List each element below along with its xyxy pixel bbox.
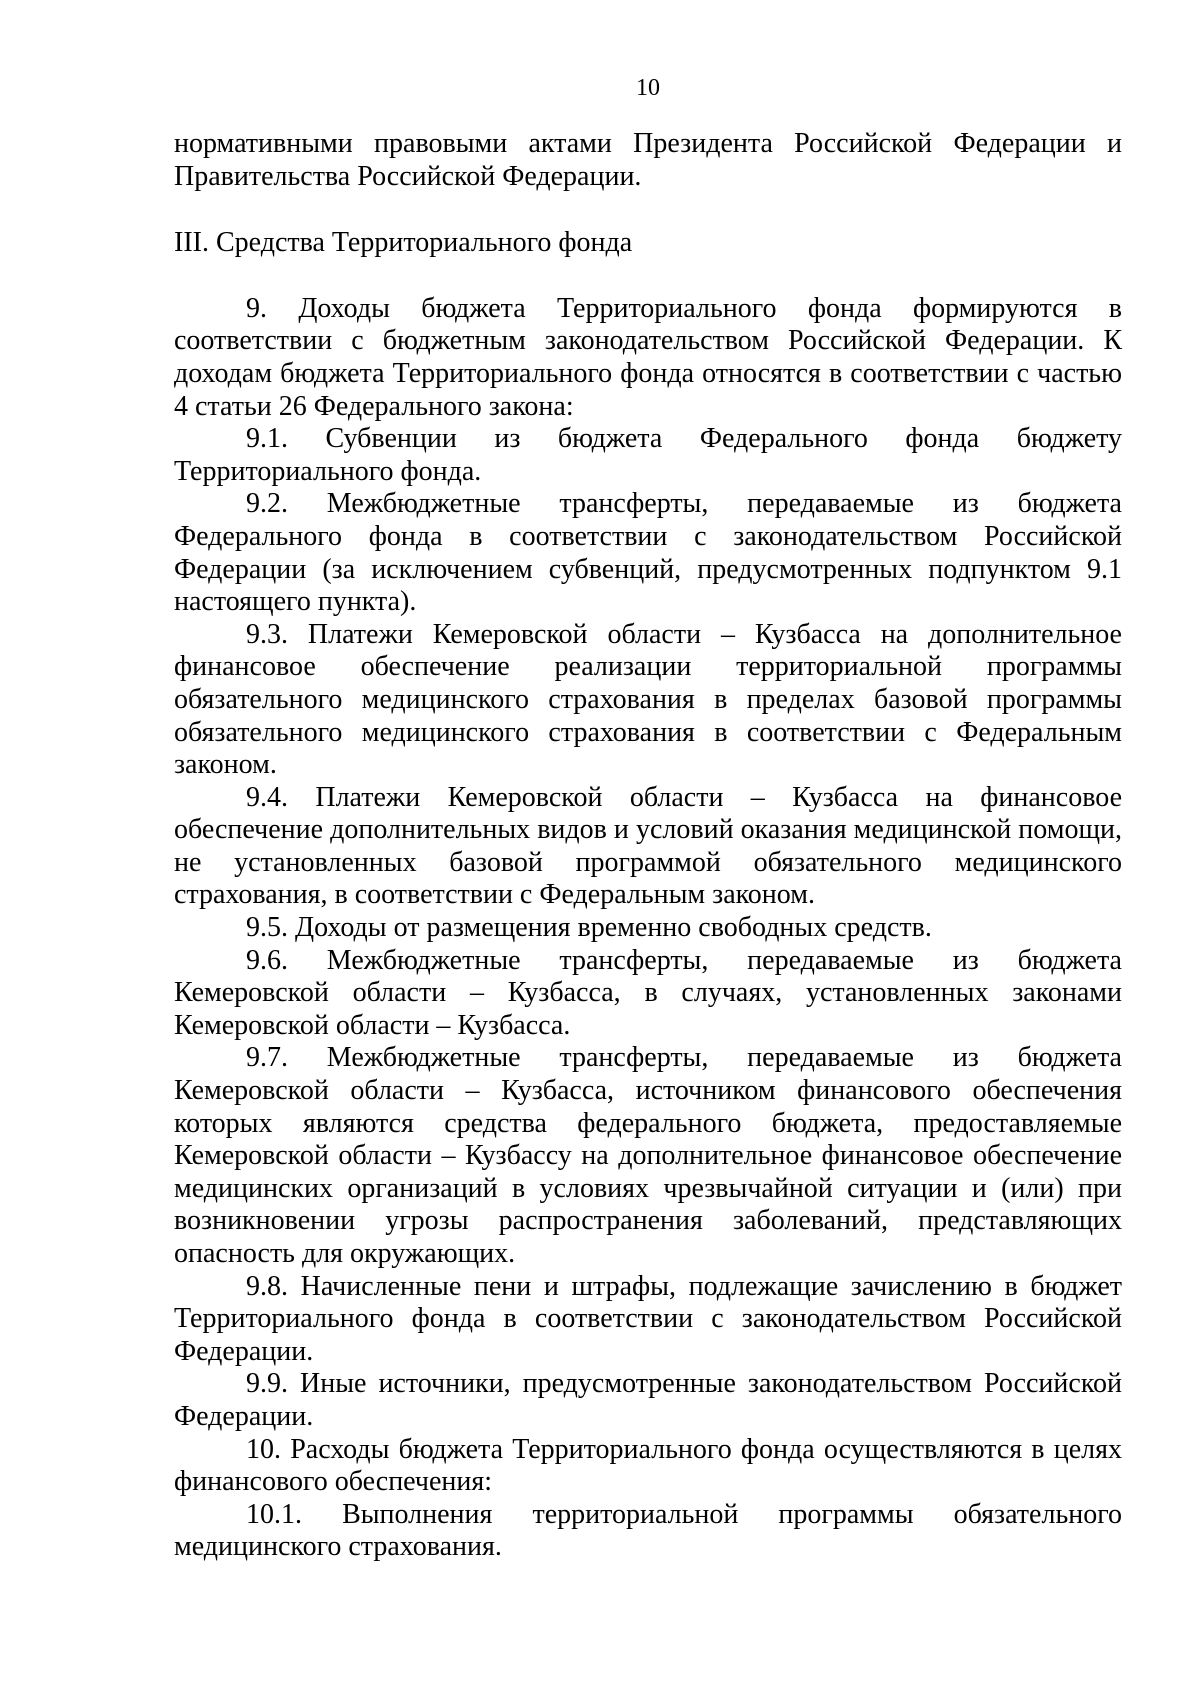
paragraph-9-9: 9.9. Иные источники, предусмотренные законодательством Российской Федерации. xyxy=(174,1368,1122,1432)
paragraph-9-2: 9.2. Межбюджетные трансферты, передаваемые из бюджета Федерального фонда в соответствии с законодательством Российской Федерации (за исключением субвенций, предусмотренных подпунктом 9.1 настоящего пункта). xyxy=(174,488,1122,618)
paragraph-9-4: 9.4. Платежи Кемеровской области – Кузбасса на финансовое обеспечение дополнительных видов и условий оказания медицинской помощи, не установленных базовой программой обязательного медицинского страхования, в соответствии с Федеральным законом. xyxy=(174,781,1122,911)
paragraph-9-8: 9.8. Начисленные пени и штрафы, подлежащие зачислению в бюджет Территориального фонда в соответствии с законодательством Российской Федерации. xyxy=(174,1270,1122,1367)
paragraph-9-7: 9.7. Межбюджетные трансферты, передаваемые из бюджета Кемеровской области – Кузбасса, источником финансового обеспечения которых являются средства федерального бюджета, предоставляемые Кемеровской области – Кузбассу на дополнительное финансовое обеспечение медицинских организаций в условиях чрезвычайной ситуации и (или) при возникновении угрозы распространения заболеваний, представляющих опасность для окружающих. xyxy=(174,1042,1122,1269)
paragraph-9-6: 9.6. Межбюджетные трансферты, передаваемые из бюджета Кемеровской области – Кузбасса, в случаях, установленных законами Кемеровской области – Кузбасса. xyxy=(174,944,1122,1041)
paragraph-10: 10. Расходы бюджета Территориального фонда осуществляются в целях финансового обеспечения: xyxy=(174,1433,1122,1498)
paragraph-10-1: 10.1. Выполнения территориальной программы обязательного медицинского страхования. xyxy=(174,1498,1122,1563)
intro-paragraph: нормативными правовыми актами Президента Российской Федерации и Правительства Российской Федерации. xyxy=(174,128,1122,192)
paragraph-9-1: 9.1. Субвенции из бюджета Федерального фонда бюджету Территориального фонда. xyxy=(174,423,1122,487)
document-page xyxy=(174,0,1122,1697)
section-heading: III. Средства Территориального фонда xyxy=(174,227,633,259)
paragraph-9-3: 9.3. Платежи Кемеровской области – Кузбасса на дополнительное финансовое обеспечение реализации территориальной программы обязательного медицинского страхования в пределах базовой программы обязательного медицинского страхования в соответствии с Федеральным законом. xyxy=(174,618,1122,781)
paragraph-9: 9. Доходы бюджета Территориального фонда формируются в соответствии с бюджетным законодательством Российской Федерации. К доходам бюджета Территориального фонда относятся в соответствии с частью 4 статьи 26 Федерального закона: xyxy=(174,292,1122,422)
paragraph-9-5: 9.5. Доходы от размещения временно свободных средств. xyxy=(246,912,932,944)
page-number: 10 xyxy=(636,75,660,101)
document-body xyxy=(174,128,1122,1564)
